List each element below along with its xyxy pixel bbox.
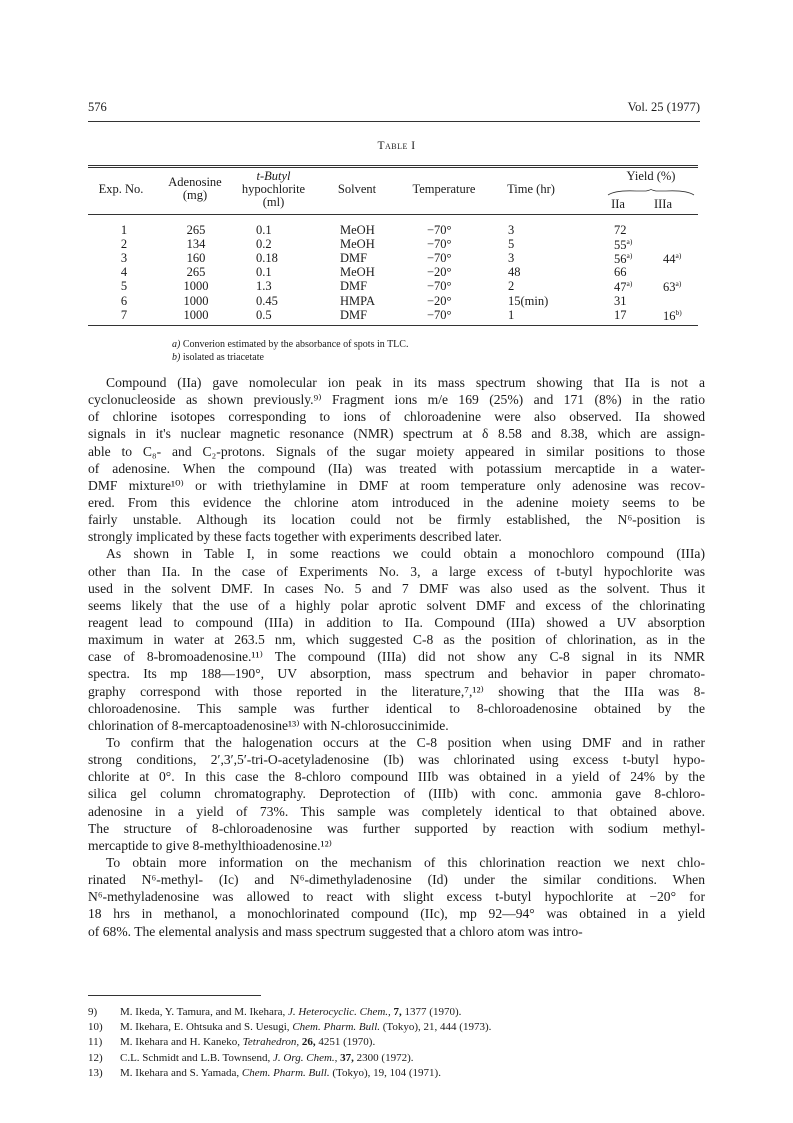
- cell-footnote-mark: a): [675, 251, 682, 261]
- table-note-a: [172, 338, 408, 351]
- cell-iia: [614, 265, 654, 280]
- body-line: of adenosine. When the compound (IIa) was treated with potassium mercaptide in a water-: [88, 460, 705, 476]
- cell-temp: [427, 279, 467, 294]
- cell-solvent: [340, 294, 390, 309]
- cell-solvent: [340, 237, 390, 252]
- cell-temp: [427, 265, 467, 280]
- body-line: To confirm that the halogenation occurs at the C-8 position when using DMF and in rather: [106, 734, 705, 750]
- cell-exp: [118, 237, 130, 252]
- cell-temp: [427, 237, 467, 252]
- body-line: signals in it's nuclear magnetic resonance (NMR) spectrum at δ 8.58 and 8.38, which are assign-: [88, 426, 705, 442]
- cell-solvent-value: DMF: [340, 251, 368, 266]
- body-line: of chlorine isotopes corresponding to ions of chloroadenine were also observed. IIa showed: [88, 409, 705, 425]
- cell-iia: [614, 223, 654, 238]
- reference-details: (Tokyo), 21, 444 (1973).: [380, 1021, 492, 1034]
- body-line: seems likely that the use of a highly polar aprotic solvent DMF and excess of the chlorinating: [88, 597, 705, 613]
- cell-exp-value: 7: [120, 307, 128, 322]
- cell-exp-value: 2: [120, 237, 128, 252]
- reference-authors: M. Ikehara and S. Yamada,: [120, 1066, 242, 1079]
- col-butyl-1-text: t-Butyl: [256, 169, 291, 183]
- cell-time: [508, 223, 568, 238]
- cell-hypo-value: 0.2: [256, 237, 272, 252]
- cell-time-value: 15(min): [508, 293, 549, 308]
- cell-exp: [118, 251, 130, 266]
- cell-iiia: [663, 279, 703, 295]
- cell-hypo: [256, 308, 296, 323]
- cell-time-value: 3: [508, 223, 515, 237]
- reference-number: 13): [88, 1066, 103, 1079]
- body-line: mercaptide to give 8-methylthioadenosine.¹²⁾: [88, 837, 333, 853]
- reference-details: 1377 (1970).: [401, 1006, 462, 1018]
- cell-hypo-value: 0.1: [256, 223, 272, 237]
- reference-number: 10): [88, 1021, 103, 1034]
- col-iia: IIa: [611, 197, 625, 211]
- cell-solvent-value: MeOH: [340, 223, 375, 237]
- cell-iia-value: 47: [614, 280, 627, 295]
- cell-iia-value: 72: [614, 223, 627, 237]
- reference-journal: J. Heterocyclic. Chem.,: [287, 1006, 391, 1018]
- body-line: used in the solvent DMF. In cases No. 5 and 7 DMF was also used as the solvent. Thus it: [88, 580, 705, 596]
- cell-solvent-value: MeOH: [340, 237, 375, 252]
- body-line: maximum in water at 263.5 nm, which suggested C-8 as the position of chlorination, as in the: [88, 632, 705, 648]
- cell-aden-value: 1000: [183, 293, 209, 308]
- cell-solvent: [340, 308, 390, 323]
- col-butyl: [231, 170, 316, 209]
- body-line: rinated N⁶-methyl- (Ic) and N⁶-dimethyladenosine (Id) under the similar conditions. When: [88, 872, 705, 888]
- cell-time: [508, 308, 568, 323]
- body-line: able to C₈- and C₂-protons. Signals of the sugar moiety appeared in similar positions to those: [88, 443, 705, 459]
- note-a-mark: a): [172, 339, 181, 350]
- body-line: fairly unstable. Although its location could not be firmly established, the N⁶-position is: [88, 512, 705, 528]
- cell-iia: [614, 294, 654, 309]
- col-adenosine-2: (mg): [182, 188, 208, 202]
- reference-details: 4251 (1970).: [315, 1036, 376, 1049]
- cell-temp-value: −20°: [427, 293, 452, 308]
- cell-aden-value: 265: [186, 223, 206, 237]
- cell-solvent-value: MeOH: [340, 265, 375, 280]
- page-number: 576: [88, 100, 107, 114]
- col-temperature: Temperature: [412, 182, 476, 196]
- cell-iia-value: 17: [614, 307, 627, 322]
- body-line: The structure of 8-chloroadenosine was further supported by reaction with sodium methyl-: [88, 820, 705, 836]
- reference-item: [88, 1051, 688, 1066]
- cell-exp: [118, 294, 130, 309]
- cell-footnote-mark: a): [626, 251, 633, 261]
- reference-volume: 7,: [390, 1006, 402, 1018]
- body-line: As shown in Table I, in some reactions we could obtain a monochloro compound (IIIa): [106, 546, 705, 562]
- body-line: spectra. Its mp 188—190°, UV absorption, mass spectrum and behavior in paper chromato-: [88, 666, 705, 682]
- table-bottom-rule: [88, 325, 698, 326]
- table-notes: [172, 338, 408, 364]
- reference-authors: M. Ikeda, Y. Tamura, and M. Ikehara,: [120, 1006, 288, 1018]
- cell-footnote-mark: a): [626, 237, 633, 247]
- cell-temp-value: −70°: [427, 237, 452, 252]
- body-line: DMF mixture¹⁰⁾ or with triethylamine in DMF at room temperature only adenosine was recov-: [88, 477, 705, 493]
- body-line: adenosine in a yield of 73%. This sample was completely identical to that obtained above.: [88, 803, 705, 819]
- reference-item: [88, 1035, 688, 1050]
- cell-aden: [174, 279, 218, 294]
- reference-journal: Chem. Pharm. Bull.: [241, 1066, 330, 1079]
- reference-item: [88, 1020, 688, 1035]
- reference-volume: 26,: [299, 1036, 316, 1049]
- cell-hypo: [256, 251, 296, 266]
- cell-exp-value: 6: [120, 293, 128, 308]
- body-line: 18 hrs in methanol, a monochlorinated compound (IIc), mp 92—94° was obtained in a yield: [88, 906, 705, 922]
- cell-hypo: [256, 237, 296, 252]
- col-time: Time (hr): [507, 182, 555, 196]
- cell-iiia-value: 63: [663, 280, 676, 295]
- cell-hypo: [256, 294, 296, 309]
- cell-time-value: 3: [508, 251, 515, 266]
- cell-time-value: 1: [508, 307, 515, 322]
- cell-exp: [118, 265, 130, 280]
- cell-footnote-mark: a): [675, 279, 682, 289]
- reference-item: [88, 1066, 688, 1081]
- cell-hypo-value: 0.1: [256, 265, 272, 280]
- cell-iiia-value: 16: [663, 308, 676, 323]
- cell-exp-value: 4: [120, 265, 128, 280]
- col-butyl-2: hypochlorite: [241, 182, 306, 196]
- table-title: Table I: [377, 140, 416, 152]
- note-b-text: isolated as triacetate: [182, 352, 264, 363]
- cell-time-value: 5: [508, 237, 515, 252]
- cell-aden-value: 160: [186, 251, 206, 266]
- body-line: case of 8-bromoadenosine.¹¹⁾ The compound (IIIa) did not show any C-8 signal in its NMR: [88, 649, 705, 665]
- cell-exp-value: 3: [120, 251, 128, 266]
- cell-hypo-value: 0.18: [256, 251, 278, 266]
- cell-temp: [427, 251, 467, 266]
- cell-hypo-value: 0.45: [256, 293, 278, 308]
- cell-aden-value: 134: [186, 237, 206, 252]
- reference-journal: Chem. Pharm. Bull.: [292, 1021, 381, 1034]
- cell-temp-value: −70°: [427, 279, 452, 294]
- cell-solvent: [340, 279, 390, 294]
- cell-aden: [174, 308, 218, 323]
- body-line: ered. From this evidence the chlorine atom introduced in the adenine moiety seems to be: [88, 494, 705, 510]
- cell-time: [508, 265, 568, 280]
- reference-item: [88, 1005, 688, 1020]
- yield-brace: [606, 189, 696, 196]
- cell-time: [508, 279, 568, 294]
- reference-authors: C.L. Schmidt and L.B. Townsend,: [120, 1051, 274, 1064]
- body-line: cyclonucleoside as shown previously.⁹⁾ Fragment ions m/e 169 (25%) and 171 (8%) in the ratio: [88, 392, 705, 408]
- col-butyl-3: (ml): [262, 195, 285, 209]
- volume-label: Vol. 25 (1977): [627, 100, 700, 114]
- cell-iia-value: 66: [614, 265, 627, 280]
- col-adenosine-1: Adenosine: [168, 175, 222, 189]
- cell-aden-value: 1000: [183, 279, 209, 294]
- cell-hypo-value: 1.3: [256, 279, 272, 294]
- body-line: strong conditions, 2′,3′,5′-tri-O-acetyladenosine (Ib) was chlorinated using excess t-butyl hypo-: [88, 752, 705, 768]
- cell-solvent-value: HMPA: [340, 293, 375, 308]
- cell-iia-value: 55: [614, 238, 627, 253]
- cell-aden: [174, 265, 218, 280]
- cell-aden-value: 1000: [183, 307, 209, 322]
- reference-number: 9): [88, 1006, 98, 1018]
- reference-authors: M. Ikehara and H. Kaneko,: [120, 1036, 243, 1049]
- cell-solvent: [340, 265, 390, 280]
- cell-time-value: 2: [508, 279, 515, 294]
- note-b-mark: b): [172, 352, 181, 363]
- cell-temp-value: −70°: [427, 251, 452, 266]
- cell-iia: [614, 308, 654, 323]
- reference-volume: 37,: [337, 1051, 354, 1064]
- cell-temp-value: −70°: [427, 223, 452, 237]
- reference-number: 11): [88, 1036, 103, 1049]
- col-solvent: Solvent: [337, 182, 377, 196]
- reference-journal: Tetrahedron,: [242, 1036, 300, 1049]
- cell-aden-value: 265: [186, 265, 206, 280]
- body-line: strongly implicated by these facts together with experiments described later.: [88, 529, 502, 545]
- cell-hypo: [256, 279, 296, 294]
- reference-details: 2300 (1972).: [353, 1051, 414, 1064]
- col-iiia: IIIa: [653, 197, 673, 211]
- cell-time: [508, 294, 568, 309]
- cell-iiia: [663, 251, 703, 267]
- header-rule: [88, 121, 700, 122]
- cell-temp-value: −70°: [427, 307, 452, 322]
- cell-exp-value: 5: [120, 279, 128, 294]
- table-note-b: [172, 351, 408, 364]
- cell-aden: [174, 251, 218, 266]
- cell-footnote-mark: b): [675, 307, 682, 317]
- body-line: chloroadenosine. This sample was further identical to 8-chloroadenosine obtained by the: [88, 700, 705, 716]
- cell-solvent-value: DMF: [340, 279, 368, 294]
- table-header-rule: [88, 214, 698, 215]
- body-text: [88, 374, 705, 940]
- cell-time: [508, 251, 568, 266]
- body-line: chlorite at 0°. In this case the 8-chloro compound IIIb was obtained in a yield of 24% by the: [88, 769, 705, 785]
- cell-temp: [427, 308, 467, 323]
- col-adenosine: [160, 176, 230, 202]
- cell-aden: [174, 223, 218, 238]
- footnote-rule: [88, 995, 261, 996]
- cell-footnote-mark: a): [626, 279, 633, 289]
- cell-iia-value: 31: [614, 293, 627, 308]
- cell-solvent-value: DMF: [340, 307, 368, 322]
- col-exp: Exp. No.: [98, 182, 144, 196]
- cell-exp: [118, 308, 130, 323]
- cell-time: [508, 237, 568, 252]
- body-line: other than IIa. In the case of Experiments No. 3, a large excess of t-butyl hypochlorite was: [88, 563, 705, 579]
- cell-temp: [427, 294, 467, 309]
- cell-iiia: [663, 308, 703, 324]
- cell-iia-value: 56: [614, 252, 627, 267]
- note-a-text: Converion estimated by the absorbance of spots in TLC.: [182, 339, 409, 350]
- table-top-rule-2: [88, 167, 698, 168]
- cell-temp: [427, 223, 467, 238]
- cell-exp: [118, 279, 130, 294]
- body-line: Compound (IIa) gave nomolecular ion peak in its mass spectrum showing that IIa is not a: [106, 375, 705, 390]
- cell-solvent: [340, 251, 390, 266]
- body-line: chlorination of 8-mercaptoadenosine¹³⁾ with N-chlorosuccinimide.: [88, 717, 449, 733]
- cell-hypo: [256, 265, 296, 280]
- body-line: N⁶-methyladenosine was allowed to react with slight excess t-butyl hypochlorite at −20° for: [88, 889, 705, 905]
- cell-aden: [174, 294, 218, 309]
- references: [88, 1005, 688, 1081]
- cell-exp-value: 1: [120, 223, 128, 237]
- body-line: silica gel column chromatography. Deprotection of (IIIb) with conc. ammonia gave 8-chloro-: [88, 786, 705, 802]
- body-line: To obtain more information on the mechanism of this chlorination reaction we next chlo-: [106, 854, 705, 870]
- cell-solvent: [340, 223, 390, 238]
- reference-number: 12): [88, 1051, 103, 1064]
- body-line: reagent lead to compound (IIIa) in addition to IIa. Compound (IIIa) showed a UV absorption: [88, 614, 705, 630]
- cell-exp: [118, 223, 130, 238]
- cell-aden: [174, 237, 218, 252]
- cell-hypo: [256, 223, 296, 238]
- cell-temp-value: −20°: [427, 265, 452, 280]
- body-line: of 68%. The elemental analysis and mass spectrum suggested that a chloro atom was intro-: [88, 923, 583, 939]
- cell-iiia-value: 44: [663, 252, 676, 267]
- table-top-rule: [88, 165, 698, 166]
- reference-journal: J. Org. Chem.,: [273, 1051, 338, 1064]
- col-yield: Yield (%): [626, 169, 676, 183]
- cell-time-value: 48: [508, 265, 521, 280]
- reference-authors: M. Ikehara, E. Ohtsuka and S. Uesugi,: [120, 1021, 293, 1034]
- body-line: graphy correspond with those reported in the literature,⁷,¹²⁾ showing that the IIIa was 8-: [88, 683, 705, 699]
- cell-hypo-value: 0.5: [256, 307, 272, 322]
- reference-details: (Tokyo), 19, 104 (1971).: [329, 1066, 441, 1079]
